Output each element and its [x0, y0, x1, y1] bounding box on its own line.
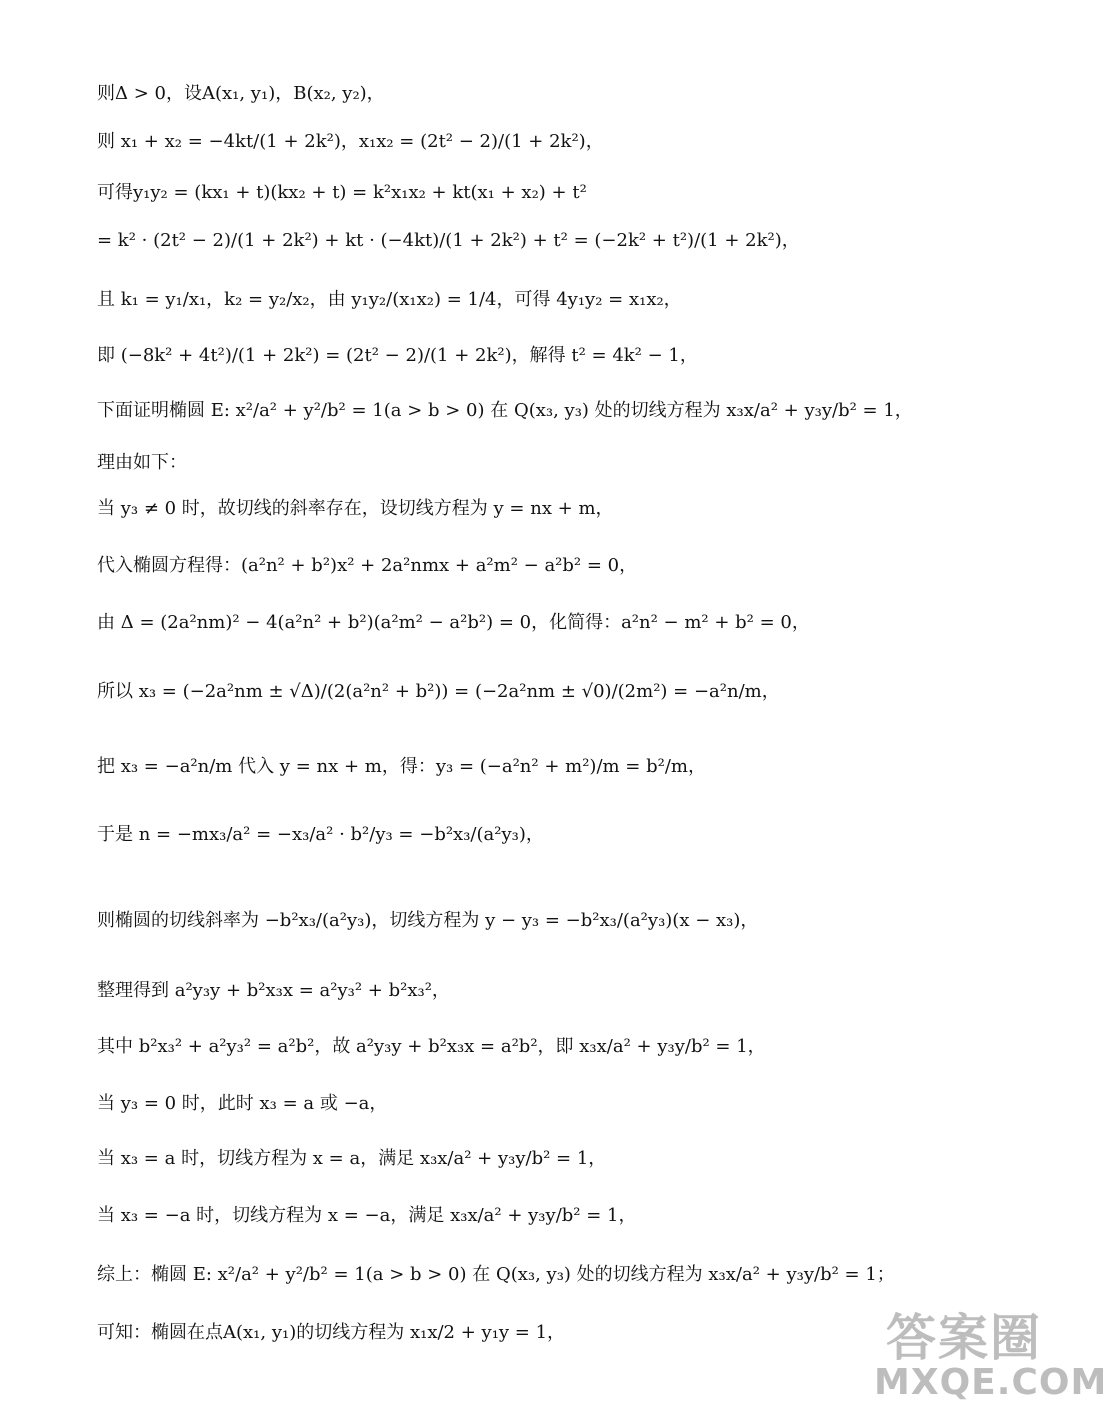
solution-line-18: 当 y₃ = 0 时，此时 x₃ = a 或 −a，: [97, 1093, 388, 1114]
solution-line-10: 代入椭圆方程得：(a²n² + b²)x² + 2a²nmx + a²m² − a²b² = 0，: [97, 555, 638, 576]
solution-line-16: 整理得到 a²y₃y + b²x₃x = a²y₃² + b²x₃²，: [97, 980, 450, 1001]
solution-line-4: = k² · (2t² − 2)/(1 + 2k²) + kt · (−4kt)/(1 + 2k²) + t² = (−2k² + t²)/(1 + 2k²)，: [97, 230, 800, 251]
solution-line-5: 且 k₁ = y₁/x₁，k₂ = y₂/x₂，由 y₁y₂/(x₁x₂) = 1/4，可得 4y₁y₂ = x₁x₂，: [97, 289, 682, 310]
solution-line-13: 把 x₃ = −a²n/m 代入 y = nx + m，得：y₃ = (−a²n² + m²)/m = b²/m，: [97, 756, 706, 777]
solution-line-2: 则 x₁ + x₂ = −4kt/(1 + 2k²)，x₁x₂ = (2t² − 2)/(1 + 2k²)，: [97, 131, 604, 152]
solution-line-21: 综上：椭圆 E: x²/a² + y²/b² = 1(a > b > 0) 在 Q(x₃, y₃) 处的切线方程为 x₃x/a² + y₃y/b² = 1；: [97, 1264, 895, 1285]
watermark-domain-text: MXQE.COM: [874, 1362, 1107, 1404]
solution-line-9: 当 y₃ ≠ 0 时，故切线的斜率存在，设切线方程为 y = nx + m，: [97, 498, 614, 519]
solution-line-7: 下面证明椭圆 E: x²/a² + y²/b² = 1(a > b > 0) 在 Q(x₃, y₃) 处的切线方程为 x₃x/a² + y₃y/b² = 1，: [97, 400, 913, 421]
solution-line-22: 可知：椭圆在点A(x₁, y₁)的切线方程为 x₁x/2 + y₁y = 1，: [97, 1322, 566, 1343]
solution-line-3: 可得y₁y₂ = (kx₁ + t)(kx₂ + t) = k²x₁x₂ + kt(x₁ + x₂) + t²: [97, 182, 587, 203]
watermark-logo-text: 答案圈: [886, 1309, 1042, 1368]
solution-line-17: 其中 b²x₃² + a²y₃² = a²b²，故 a²y₃y + b²x₃x = a²b²，即 x₃x/a² + y₃y/b² = 1，: [97, 1036, 766, 1057]
solution-line-12: 所以 x₃ = (−2a²nm ± √Δ)/(2(a²n² + b²)) = (−2a²nm ± √0)/(2m²) = −a²n/m，: [97, 681, 780, 702]
solution-line-1: 则Δ > 0，设A(x₁, y₁)，B(x₂, y₂)，: [97, 83, 385, 104]
solution-line-14: 于是 n = −mx₃/a² = −x₃/a² · b²/y₃ = −b²x₃/(a²y₃)，: [97, 824, 544, 845]
solution-line-6: 即 (−8k² + 4t²)/(1 + 2k²) = (2t² − 2)/(1 + 2k²)，解得 t² = 4k² − 1，: [97, 345, 698, 366]
solution-line-20: 当 x₃ = −a 时，切线方程为 x = −a，满足 x₃x/a² + y₃y/b² = 1，: [97, 1205, 637, 1226]
site-watermark: [874, 1309, 1107, 1404]
solution-line-15: 则椭圆的切线斜率为 −b²x₃/(a²y₃)，切线方程为 y − y₃ = −b²x₃/(a²y₃)(x − x₃)，: [97, 910, 759, 931]
solution-line-11: 由 Δ = (2a²nm)² − 4(a²n² + b²)(a²m² − a²b²) = 0，化简得：a²n² − m² + b² = 0，: [97, 612, 810, 633]
solution-line-8: 理由如下：: [97, 452, 187, 473]
solution-line-19: 当 x₃ = a 时，切线方程为 x = a，满足 x₃x/a² + y₃y/b² = 1，: [97, 1148, 607, 1169]
